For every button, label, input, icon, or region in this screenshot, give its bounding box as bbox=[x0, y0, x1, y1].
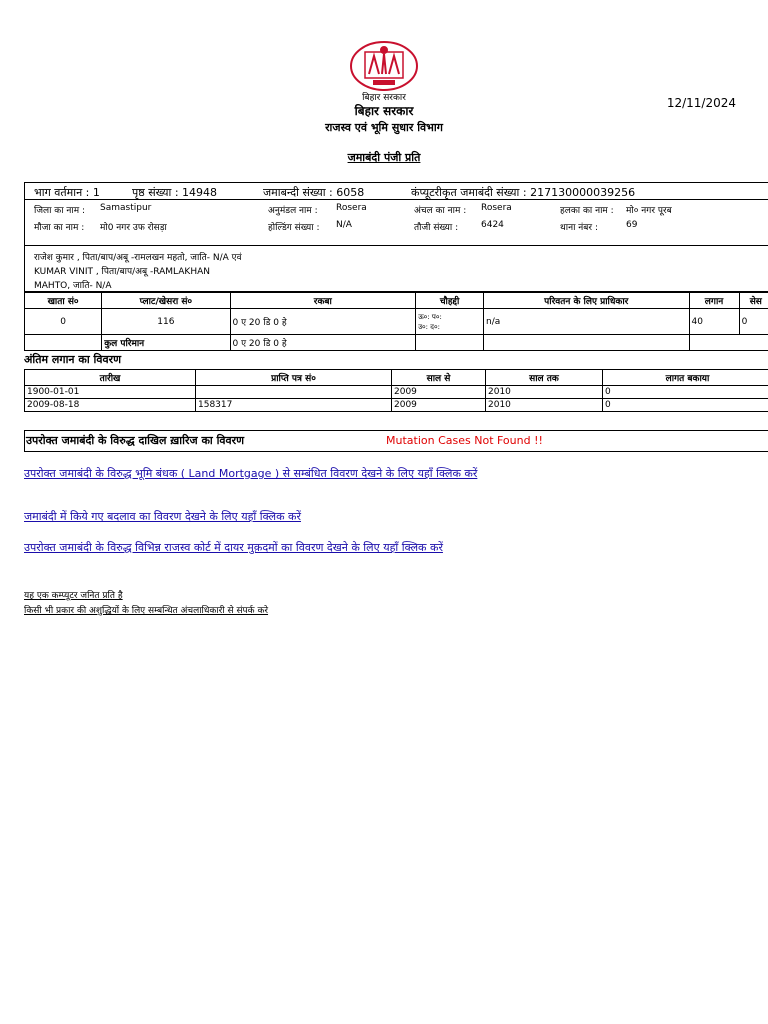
cell-receipt bbox=[196, 386, 392, 399]
prishth-sankhya: पृष्ठ संख्या : 14948 bbox=[132, 186, 218, 199]
col-lagan: लगान bbox=[689, 293, 739, 309]
chauhaddi-value bbox=[416, 309, 484, 335]
halka-value: मो० नगर पूरब bbox=[626, 206, 672, 216]
table-row bbox=[25, 309, 768, 335]
cell-date: 1900-01-01 bbox=[25, 386, 196, 399]
mutation-status: Mutation Cases Not Found !! bbox=[386, 434, 543, 447]
table-row bbox=[25, 399, 768, 412]
bihar-emblem-logo bbox=[349, 40, 419, 92]
holding-value: N/A bbox=[336, 220, 352, 230]
jamabandi-changes-link[interactable]: जमाबंदी में किये गए बदलाव का विवरण देखने के लिए यहाँ क्लिक करें bbox=[24, 510, 301, 523]
print-date: 12/11/2024 bbox=[666, 96, 736, 110]
tauji-value: 6424 bbox=[481, 220, 504, 230]
cell-year-from: 2009 bbox=[392, 386, 486, 399]
col-chauhaddi: चौहद्दी bbox=[416, 293, 484, 309]
footer-line-2: किसी भी प्रकार की अशुद्धियों के लिए सम्बन्धित अंचलाधिकारी से संपर्क करे bbox=[24, 606, 269, 616]
col-bakaya: लागत बकाया bbox=[603, 370, 768, 386]
tauji-label: तौजी संख्या : bbox=[414, 223, 459, 233]
land-mortgage-link[interactable]: उपरोक्त जमाबंदी के विरुद्ध भूमि बंधक ( Land Mortgage ) से सम्बंधित विवरण देखने के लिए यहाँ क्लिक करें bbox=[24, 467, 478, 480]
org-name: बिहार सरकार bbox=[354, 104, 414, 118]
total-rakba: 0 ए 20 डि 0 हे bbox=[230, 335, 416, 351]
bhag-vartaman: भाग वर्तमान : 1 bbox=[34, 186, 100, 199]
khata-value: 0 bbox=[25, 309, 102, 335]
chauhaddi-line-1: ऊ०: प०: bbox=[418, 312, 442, 321]
owner-line-2: KUMAR VINIT , पिता/बाप/अबू -RAMLAKHAN bbox=[34, 267, 210, 277]
halka-label: हलका का नाम : bbox=[560, 206, 614, 216]
rakba-value: 0 ए 20 डि 0 हे bbox=[230, 309, 416, 335]
land-table bbox=[24, 292, 768, 351]
cell-dues: 0 bbox=[603, 399, 768, 412]
table-row bbox=[25, 335, 768, 351]
cell-year-from: 2009 bbox=[392, 399, 486, 412]
anumandal-label: अनुमंडल नाम : bbox=[268, 206, 318, 216]
mauja-value: मो0 नगर उफ रोसड़ा bbox=[100, 223, 167, 233]
anumandal-value: Rosera bbox=[336, 203, 367, 213]
footer-line-1: यह एक कम्प्यूटर जनित प्रति है bbox=[24, 591, 123, 601]
mutation-title: उपरोक्त जमाबंदी के विरुद्ध दाखिल ख़ारिज का विवरण bbox=[26, 434, 245, 447]
col-adhikar: परिवतन के लिए प्राधिकार bbox=[483, 293, 689, 309]
col-plot: प्लाट/खेसरा सं० bbox=[102, 293, 230, 309]
cell-receipt: 158317 bbox=[196, 399, 392, 412]
chauhaddi-line-2: उ०: द०: bbox=[418, 322, 440, 331]
col-khata: खाता सं० bbox=[25, 293, 102, 309]
lagan-section-title: अंतिम लगान का विवरण bbox=[24, 353, 122, 366]
owner-line-3: MAHTO, जाति- N/A bbox=[34, 281, 112, 291]
cell-dues: 0 bbox=[603, 386, 768, 399]
col-tarikh: तारीख bbox=[25, 370, 196, 386]
cell-year-to: 2010 bbox=[486, 399, 603, 412]
document-title: जमाबंदी पंजी प्रति bbox=[347, 151, 421, 164]
col-saal-tak: साल तक bbox=[486, 370, 603, 386]
court-cases-link[interactable]: उपरोक्त जमाबंदी के विरुद्ध विभिन्न राजस्व कोर्ट में दायर मुक़दमों का विवरण देखने के लिए यहाँ क्लिक करें bbox=[24, 541, 443, 554]
anchal-value: Rosera bbox=[481, 203, 512, 213]
lagan-table bbox=[24, 369, 768, 412]
cell-date: 2009-08-18 bbox=[25, 399, 196, 412]
mauja-label: मौजा का नाम : bbox=[34, 223, 85, 233]
lagan-table-header bbox=[25, 370, 768, 386]
thana-label: थाना नंबर : bbox=[560, 223, 598, 233]
land-table-header bbox=[25, 293, 768, 309]
cell-year-to: 2010 bbox=[486, 386, 603, 399]
adhikar-value: n/a bbox=[483, 309, 689, 335]
anchal-label: अंचल का नाम : bbox=[414, 206, 467, 216]
holding-label: होल्डिंग संख्या : bbox=[268, 223, 320, 233]
ses-value: 0 bbox=[739, 309, 768, 335]
jila-value: Samastipur bbox=[100, 203, 152, 213]
col-prapti: प्राप्ति पत्र सं० bbox=[196, 370, 392, 386]
department-name: राजस्व एवं भूमि सुधार विभाग bbox=[325, 121, 443, 134]
jila-label: जिला का नाम : bbox=[34, 206, 86, 216]
owner-line-1: राजेश कुमार , पिता/बाप/अबू -रामलखन महतो, जाति- N/A एवं bbox=[34, 253, 242, 263]
col-rakba: रकबा bbox=[230, 293, 416, 309]
logo-caption: बिहार सरकार bbox=[362, 93, 406, 103]
jamabandi-sankhya: जमाबन्दी संख्या : 6058 bbox=[263, 186, 365, 199]
computer-jamabandi-sankhya: कंप्यूटरीकृत जमाबंदी संख्या : 217130000039256 bbox=[411, 186, 636, 199]
total-label: कुल परिमान bbox=[102, 335, 230, 351]
lagan-value: 40 bbox=[689, 309, 739, 335]
thana-value: 69 bbox=[626, 220, 638, 230]
col-saal-se: साल से bbox=[392, 370, 486, 386]
col-ses: सेस bbox=[739, 293, 768, 309]
plot-value: 116 bbox=[102, 309, 230, 335]
table-row bbox=[25, 386, 768, 399]
